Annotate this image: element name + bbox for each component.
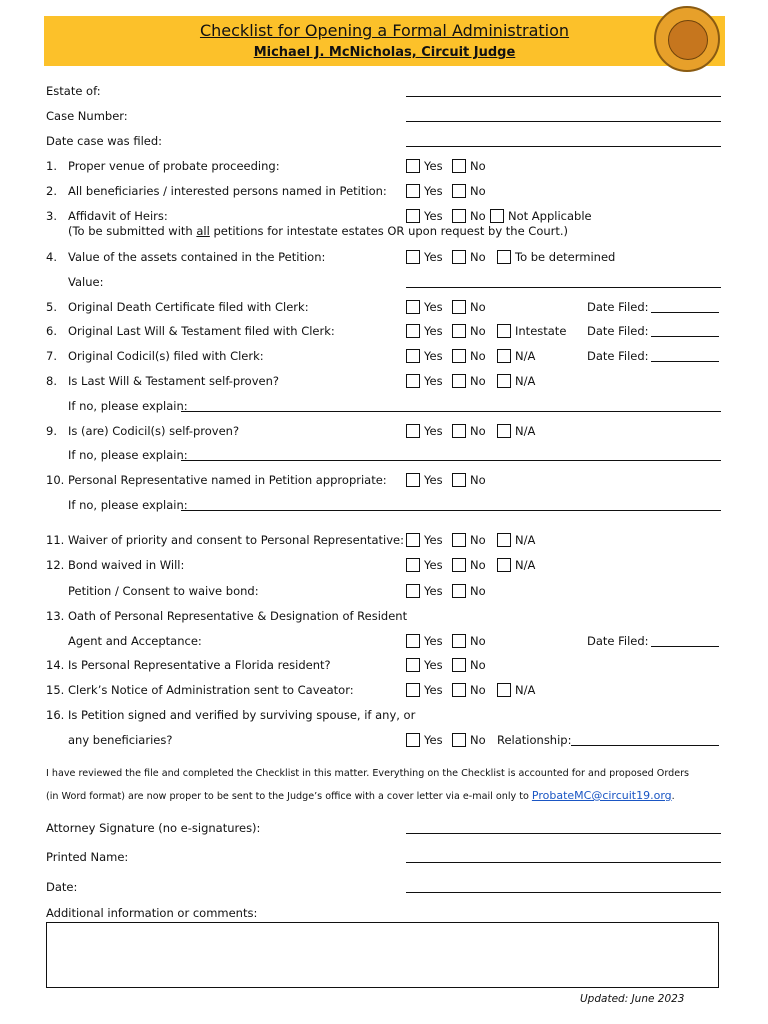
no-label: No (470, 250, 486, 264)
item-6-date-field[interactable] (651, 336, 719, 337)
item-13-no-checkbox[interactable] (452, 634, 466, 648)
no-label: No (470, 658, 486, 672)
item-8-no-checkbox[interactable] (452, 374, 466, 388)
case-number-label: Case Number: (46, 109, 128, 123)
item-number: 8. (46, 374, 57, 388)
no-label: No (470, 300, 486, 314)
item-9-no-checkbox[interactable] (452, 424, 466, 438)
item-15-label: Clerk’s Notice of Administration sent to Caveator: (68, 683, 354, 697)
yes-label: Yes (424, 209, 443, 223)
no-label: No (470, 184, 486, 198)
no-label: No (470, 584, 486, 598)
item-number: 13. (46, 609, 65, 623)
item-12-sub-label: Petition / Consent to waive bond: (68, 584, 259, 598)
item-5-yes-checkbox[interactable] (406, 300, 420, 314)
item-10-no-checkbox[interactable] (452, 473, 466, 487)
item-3-note: (To be submitted with all petitions for intestate estates OR upon request by the Court.) (68, 224, 569, 238)
yes-label: Yes (424, 558, 443, 572)
no-label: No (470, 374, 486, 388)
comments-label: Additional information or comments: (46, 906, 258, 920)
no-label: No (470, 733, 486, 747)
yes-label: Yes (424, 184, 443, 198)
yes-label: Yes (424, 473, 443, 487)
item-10-explain-field[interactable] (181, 510, 721, 511)
item-1-no-checkbox[interactable] (452, 159, 466, 173)
intestate-label: Intestate (515, 324, 567, 338)
printed-name-label: Printed Name: (46, 850, 129, 864)
email-link[interactable]: ProbateMC@circuit19.org (531, 789, 672, 802)
item-11-no-checkbox[interactable] (452, 533, 466, 547)
no-label: No (470, 349, 486, 363)
item-9-yes-checkbox[interactable] (406, 424, 420, 438)
yes-label: Yes (424, 683, 443, 697)
item-8-na-checkbox[interactable] (497, 374, 511, 388)
header-banner (44, 16, 725, 66)
item-9-explain-field[interactable] (181, 460, 721, 461)
item-10-explain-label: If no, please explain: (68, 498, 188, 512)
na-label: N/A (515, 533, 536, 547)
not-applicable-label: Not Applicable (508, 209, 592, 223)
item-8-explain-label: If no, please explain: (68, 399, 188, 413)
yes-label: Yes (424, 634, 443, 648)
yes-label: Yes (424, 658, 443, 672)
item-10-yes-checkbox[interactable] (406, 473, 420, 487)
item-9-na-checkbox[interactable] (497, 424, 511, 438)
yes-label: Yes (424, 533, 443, 547)
item-6-no-checkbox[interactable] (452, 324, 466, 338)
item-6-yes-checkbox[interactable] (406, 324, 420, 338)
item-12-yes-checkbox[interactable] (406, 558, 420, 572)
item-5-label: Original Death Certificate filed with Clerk: (68, 300, 309, 314)
item-16-yes-checkbox[interactable] (406, 733, 420, 747)
yes-label: Yes (424, 349, 443, 363)
na-label: N/A (515, 349, 536, 363)
relationship-field[interactable] (571, 745, 719, 746)
comments-box[interactable] (46, 922, 719, 988)
statement-line-2: (in Word format) are now proper to be sent to the Judge’s office with a cover letter via e-mail only to ProbateMC@circuit19.org. (46, 789, 675, 802)
page-title: Checklist for Opening a Formal Administration (199, 21, 570, 40)
item-number: 10. (46, 473, 65, 487)
no-label: No (470, 473, 486, 487)
date-field[interactable] (406, 892, 721, 893)
court-seal-icon (654, 6, 720, 72)
na-label: N/A (515, 558, 536, 572)
yes-label: Yes (424, 159, 443, 173)
item-4-no-checkbox[interactable] (452, 250, 466, 264)
no-label: No (470, 159, 486, 173)
updated-note: Updated: June 2023 (580, 993, 685, 1005)
item-number: 12. (46, 558, 65, 572)
item-number: 7. (46, 349, 57, 363)
item-number: 2. (46, 184, 57, 198)
item-number: 16. (46, 708, 65, 722)
item-7-na-checkbox[interactable] (497, 349, 511, 363)
printed-name-field[interactable] (406, 862, 721, 863)
item-number: 15. (46, 683, 65, 697)
item-5-date-field[interactable] (651, 312, 719, 313)
item-number: 6. (46, 324, 57, 338)
item-number: 14. (46, 658, 65, 672)
yes-label: Yes (424, 374, 443, 388)
item-11-label: Waiver of priority and consent to Personal Representative: (68, 533, 405, 547)
case-number-field[interactable] (406, 121, 721, 122)
item-7-yes-checkbox[interactable] (406, 349, 420, 363)
page-subtitle: Michael J. McNicholas, Circuit Judge (253, 45, 516, 60)
no-label: No (470, 533, 486, 547)
item-4-value-label: Value: (68, 275, 104, 289)
item-1-label: Proper venue of probate proceeding: (68, 159, 280, 173)
date-filed-label: Date case was filed: (46, 134, 163, 148)
relationship-label: Relationship: (497, 733, 572, 747)
item-13-date-field[interactable] (651, 646, 719, 647)
item-2-label: All beneficiaries / interested persons named in Petition: (68, 184, 387, 198)
item-7-date-field[interactable] (651, 361, 719, 362)
item-9-explain-label: If no, please explain: (68, 448, 188, 462)
item-15-yes-checkbox[interactable] (406, 683, 420, 697)
item-number: 1. (46, 159, 57, 173)
item-4-tbd-checkbox[interactable] (497, 250, 511, 264)
na-label: N/A (515, 683, 536, 697)
item-8-explain-field[interactable] (181, 411, 721, 412)
date-filed-label: Date Filed: (587, 324, 649, 338)
item-8-label: Is Last Will & Testament self-proven? (68, 374, 279, 388)
estate-field[interactable] (406, 96, 721, 97)
item-11-yes-checkbox[interactable] (406, 533, 420, 547)
item-12-sub-yes-checkbox[interactable] (406, 584, 420, 598)
item-14-no-checkbox[interactable] (452, 658, 466, 672)
item-14-yes-checkbox[interactable] (406, 658, 420, 672)
tbd-label: To be determined (515, 250, 616, 264)
item-4-label: Value of the assets contained in the Petition: (68, 250, 326, 264)
date-filed-label: Date Filed: (587, 349, 649, 363)
item-5-no-checkbox[interactable] (452, 300, 466, 314)
item-number: 4. (46, 250, 57, 264)
no-label: No (470, 683, 486, 697)
item-number: 9. (46, 424, 57, 438)
yes-label: Yes (424, 424, 443, 438)
date-filed-field[interactable] (406, 146, 721, 147)
item-3-no-checkbox[interactable] (452, 209, 466, 223)
yes-label: Yes (424, 324, 443, 338)
item-6-label: Original Last Will & Testament filed with Clerk: (68, 324, 335, 338)
na-label: N/A (515, 374, 536, 388)
item-4-yes-checkbox[interactable] (406, 250, 420, 264)
item-12-no-checkbox[interactable] (452, 558, 466, 572)
yes-label: Yes (424, 300, 443, 314)
date-label: Date: (46, 880, 78, 894)
item-number: 3. (46, 209, 57, 223)
item-10-label: Personal Representative named in Petition appropriate: (68, 473, 387, 487)
yes-label: Yes (424, 250, 443, 264)
item-12-na-checkbox[interactable] (497, 558, 511, 572)
date-filed-label: Date Filed: (587, 634, 649, 648)
item-14-label: Is Personal Representative a Florida resident? (68, 658, 331, 672)
item-12-sub-no-checkbox[interactable] (452, 584, 466, 598)
no-label: No (470, 558, 486, 572)
item-number: 11. (46, 533, 65, 547)
attorney-signature-field[interactable] (406, 833, 721, 834)
item-3-label: Affidavit of Heirs: (68, 209, 168, 223)
estate-label: Estate of: (46, 84, 101, 98)
item-9-label: Is (are) Codicil(s) self-proven? (68, 424, 240, 438)
na-label: N/A (515, 424, 536, 438)
item-3-not-applicable-checkbox[interactable] (490, 209, 504, 223)
item-13-yes-checkbox[interactable] (406, 634, 420, 648)
item-2-no-checkbox[interactable] (452, 184, 466, 198)
no-label: No (470, 324, 486, 338)
item-13-label-2: Agent and Acceptance: (68, 634, 202, 648)
item-number: 5. (46, 300, 57, 314)
item-4-value-field[interactable] (406, 287, 721, 288)
no-label: No (470, 209, 486, 223)
no-label: No (470, 634, 486, 648)
item-7-label: Original Codicil(s) filed with Clerk: (68, 349, 264, 363)
item-16-label-2: any beneficiaries? (68, 733, 173, 747)
no-label: No (470, 424, 486, 438)
item-3-yes-checkbox[interactable] (406, 209, 420, 223)
item-7-no-checkbox[interactable] (452, 349, 466, 363)
statement-line-1: I have reviewed the file and completed the Checklist in this matter. Everything on the Checklist is accounted for and proposed Orders (46, 768, 690, 779)
item-16-label: Is Petition signed and verified by surviving spouse, if any, or (68, 708, 416, 722)
item-1-yes-checkbox[interactable] (406, 159, 420, 173)
attorney-signature-label: Attorney Signature (no e-signatures): (46, 821, 261, 835)
item-15-no-checkbox[interactable] (452, 683, 466, 697)
item-8-yes-checkbox[interactable] (406, 374, 420, 388)
item-13-label: Oath of Personal Representative & Designation of Resident (68, 609, 408, 623)
date-filed-label: Date Filed: (587, 300, 649, 314)
item-12-label: Bond waived in Will: (68, 558, 185, 572)
item-2-yes-checkbox[interactable] (406, 184, 420, 198)
item-16-no-checkbox[interactable] (452, 733, 466, 747)
yes-label: Yes (424, 584, 443, 598)
yes-label: Yes (424, 733, 443, 747)
item-15-na-checkbox[interactable] (497, 683, 511, 697)
item-6-intestate-checkbox[interactable] (497, 324, 511, 338)
item-11-na-checkbox[interactable] (497, 533, 511, 547)
